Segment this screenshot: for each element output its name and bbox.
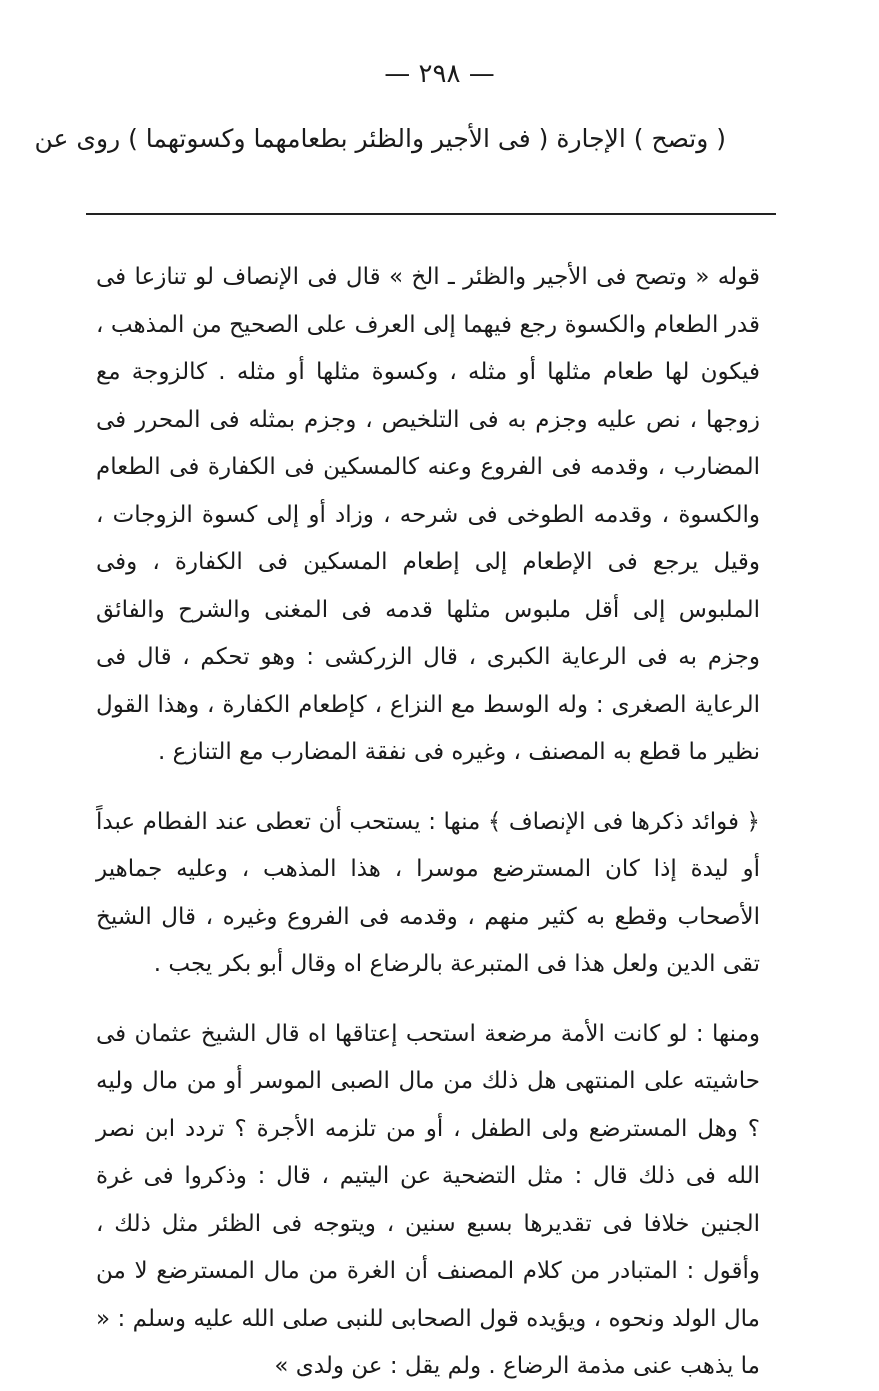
commentary-paragraph-2: ﴿ فوائد ذكرها فى الإنصاف ﴾ منها : يستحب أن تعطى عند الفطام عبداً أو ليدة إذا كان المسترضع موسرا ، هذا المذهب ، وعليه جماهير الأصحاب وقطع به كثير منهم ، وقدمه فى الفروع وغيره ، قال الشيخ تقى الدين ولعل هذا فى المتبرعة بالرضاع اه وقال أبو بكر يجب .: [96, 808, 760, 977]
main-text: ( وتصح ) الإجارة ( فى الأجير والظئر بطعامهما وكسوتهما ) روى عن: [34, 124, 726, 153]
page-number: — ٢٩٨ —: [384, 59, 495, 89]
separator-rule: [86, 213, 776, 215]
commentary-paragraph-3: ومنها : لو كانت الأمة مرضعة استحب إعتاقها اه قال الشيخ عثمان فى حاشيته على المنتهى هل ذلك من مال الصبى الموسر أو من مال وليه ؟ وهل المسترضع ولى الطفل ، أو من تلزمه الأجرة ؟ تردد ابن نصر الله فى ذلك قال : مثل التضحية عن اليتيم ، قال : وذكروا فى غرة الجنين خلافا فى تقديرها بسبع سنين ، ويتوجه فى الظئر مثل ذلك ، وأقول : المتبادر من كلام المصنف أن الغرة من مال المسترضع لا من مال الولد ونحوه ، ويؤيده قول الصحابى للنبى صلى الله عليه وسلم : « ما يذهب عنى مذمة الرضاع . ولم يقل : عن ولدى »: [96, 1020, 760, 1379]
commentary-section: [96, 254, 760, 1391]
commentary-paragraph-1: قوله « وتصح فى الأجير والظئر ـ الخ » قال فى الإنصاف لو تنازعا فى قدر الطعام والكسوة رجع فيهما إلى العرف على الصحيح من المذهب ، فيكون لها طعام مثلها أو مثله ، وكسوة مثلها أو مثله . كالزوجة مع زوجها ، نص عليه وجزم به فى التلخيص ، وجزم بمثله فى المحرر فى المضارب ، وقدمه فى الفروع وعنه كالمسكين فى الكفارة فى الطعام والكسوة ، وقدمه الطوخى فى شرحه ، وزاد أو إلى كسوة الزوجات ، وقيل يرجع فى الإطعام إلى إطعام المسكين فى الكفارة ، وفى الملبوس إلى أقل ملبوس مثلها قدمه فى المغنى والشرح والفائق وجزم به فى الرعاية الكبرى ، قال الزركشى : وهو تحكم ، قال فى الرعاية الصغرى : وله الوسط مع النزاع ، كإطعام الكفارة ، وهذا القول نظير ما قطع به المصنف ، وغيره فى نفقة المضارب مع التنازع .: [96, 264, 760, 765]
